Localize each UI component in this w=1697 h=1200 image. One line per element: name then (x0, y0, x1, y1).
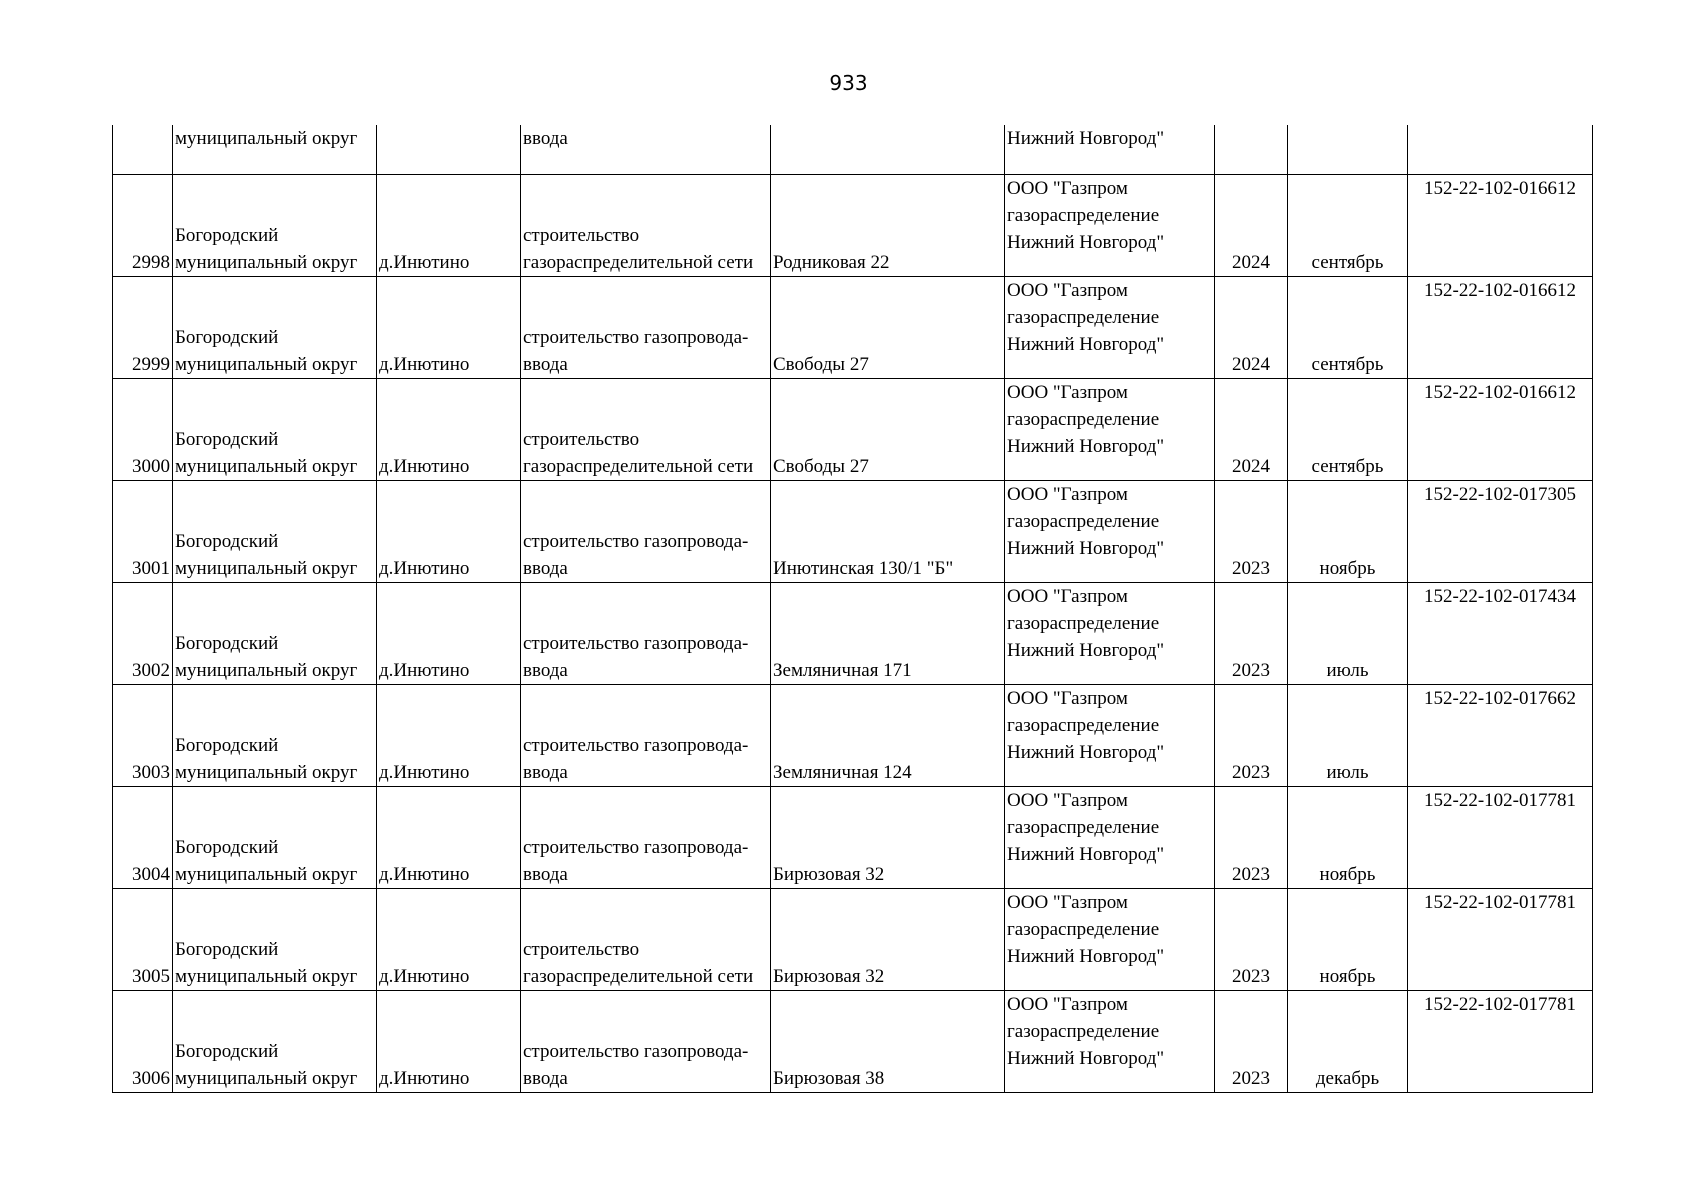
cell-address (771, 889, 1005, 991)
cell-number (113, 175, 173, 277)
cell-settlement (377, 277, 521, 379)
settlement-text: д.Инютино (379, 1068, 470, 1089)
cell-number (113, 787, 173, 889)
cell-organization (1005, 787, 1215, 889)
organization-line-3: Нижний Новгород" (1007, 946, 1165, 967)
table-row (113, 889, 1593, 991)
cell-organization (1005, 481, 1215, 583)
organization-line-2: газораспределение (1007, 511, 1160, 532)
address-text: Бирюзовая 38 (773, 1068, 885, 1089)
organization-line-3: Нижний Новгород" (1007, 640, 1165, 661)
table-row (113, 175, 1593, 277)
month-text: сентябрь (1311, 252, 1384, 273)
cell-code (1408, 481, 1593, 583)
code-text: 152-22-102-016612 (1424, 280, 1576, 301)
cell-year (1215, 889, 1288, 991)
month-text: ноябрь (1319, 966, 1376, 987)
district-line-1: Богородский (175, 939, 279, 960)
work-type-line-2: газораспределительной сети (523, 456, 754, 477)
table-row (113, 685, 1593, 787)
cell-settlement (377, 685, 521, 787)
cell-settlement (377, 583, 521, 685)
organization-line-1: ООО "Газпром (1007, 790, 1128, 811)
address-text: Свободы 27 (773, 456, 869, 477)
cell-month (1288, 889, 1408, 991)
cell-address (771, 125, 1005, 175)
table-row (113, 991, 1593, 1093)
cell-settlement (377, 991, 521, 1093)
cell-organization (1005, 991, 1215, 1093)
cell-year (1215, 277, 1288, 379)
cell-organization (1005, 583, 1215, 685)
row-number: 3004 (132, 864, 170, 885)
organization-line-1: ООО "Газпром (1007, 382, 1128, 403)
cell-code (1408, 379, 1593, 481)
address-text: Бирюзовая 32 (773, 966, 885, 987)
cell-month (1288, 685, 1408, 787)
district-line-1: Богородский (175, 225, 279, 246)
cell-district (173, 277, 377, 379)
row-number: 2999 (132, 354, 170, 375)
code-text: 152-22-102-016612 (1424, 178, 1576, 199)
cell-code (1408, 787, 1593, 889)
cell-year (1215, 787, 1288, 889)
year-text: 2023 (1232, 864, 1270, 885)
cell-address (771, 277, 1005, 379)
page-number: 933 (829, 71, 868, 95)
cell-organization (1005, 125, 1215, 175)
settlement-text: д.Инютино (379, 456, 470, 477)
district-line-2: муниципальный округ (175, 252, 358, 273)
cell-month (1288, 277, 1408, 379)
organization-line-2: газораспределение (1007, 715, 1160, 736)
table-row (113, 481, 1593, 583)
cell-month (1288, 991, 1408, 1093)
organization-line-2: газораспределение (1007, 205, 1160, 226)
work-type-line-1: строительство (523, 939, 640, 960)
cell-organization (1005, 685, 1215, 787)
district-line-1: Богородский (175, 429, 279, 450)
settlement-text: д.Инютино (379, 354, 470, 375)
cell-work-type (521, 991, 771, 1093)
cell-address (771, 991, 1005, 1093)
table-row (113, 277, 1593, 379)
organization-line-2: газораспределение (1007, 307, 1160, 328)
settlement-text: д.Инютино (379, 660, 470, 681)
cell-district (173, 787, 377, 889)
organization-line-2: газораспределение (1007, 1021, 1160, 1042)
cell-code (1408, 175, 1593, 277)
district-line-2: муниципальный округ (175, 762, 358, 783)
cell-organization (1005, 175, 1215, 277)
district-line-2: муниципальный округ (175, 354, 358, 375)
district-line-1: Богородский (175, 327, 279, 348)
cell-district (173, 889, 377, 991)
year-text: 2024 (1232, 354, 1270, 375)
year-text: 2023 (1232, 1068, 1270, 1089)
cell-number (113, 583, 173, 685)
organization-line-1: ООО "Газпром (1007, 994, 1128, 1015)
settlement-text: д.Инютино (379, 966, 470, 987)
organization-line-1: ООО "Газпром (1007, 280, 1128, 301)
district-line-2: муниципальный округ (175, 660, 358, 681)
work-type-line-2: ввода (523, 660, 568, 681)
cell-work-type (521, 481, 771, 583)
table-row (113, 583, 1593, 685)
month-text: декабрь (1315, 1068, 1380, 1089)
cell-work-type (521, 277, 771, 379)
cell-address (771, 481, 1005, 583)
address-text: Свободы 27 (773, 354, 869, 375)
cell-address (771, 685, 1005, 787)
organization-line-2: газораспределение (1007, 613, 1160, 634)
work-type-line-2: газораспределительной сети (523, 966, 754, 987)
cell-district (173, 481, 377, 583)
cell-district (173, 685, 377, 787)
code-text: 152-22-102-017434 (1424, 586, 1576, 607)
organization-line-3: Нижний Новгород" (1007, 436, 1165, 457)
cell-settlement (377, 175, 521, 277)
cell-settlement (377, 379, 521, 481)
month-text: ноябрь (1319, 864, 1376, 885)
cell-settlement (377, 125, 521, 175)
district-line-2: муниципальный округ (175, 1068, 358, 1089)
month-text: июль (1326, 660, 1369, 681)
cell-code (1408, 277, 1593, 379)
cell-organization (1005, 277, 1215, 379)
code-text: 152-22-102-016612 (1424, 382, 1576, 403)
work-type-line-1: строительство (523, 225, 640, 246)
work-type-line-2: газораспределительной сети (523, 252, 754, 273)
district-line-2: муниципальный округ (175, 864, 358, 885)
cell-year (1215, 991, 1288, 1093)
cell-organization (1005, 889, 1215, 991)
cell-code (1408, 889, 1593, 991)
work-type-line-1: строительство (523, 429, 640, 450)
cell-month (1288, 125, 1408, 175)
address-text: Земляничная 171 (773, 660, 912, 681)
cell-number (113, 277, 173, 379)
organization-line-3: Нижний Новгород" (1007, 334, 1165, 355)
cell-number (113, 991, 173, 1093)
district-line-2: муниципальный округ (175, 966, 358, 987)
table-row (113, 379, 1593, 481)
month-text: июль (1326, 762, 1369, 783)
table-body (113, 125, 1593, 1093)
month-text: сентябрь (1311, 354, 1384, 375)
code-text: 152-22-102-017781 (1424, 892, 1576, 913)
work-type-line-2: ввода (523, 354, 568, 375)
cell-work-type (521, 889, 771, 991)
address-text: Бирюзовая 32 (773, 864, 885, 885)
cell-year (1215, 125, 1288, 175)
cell-year (1215, 379, 1288, 481)
work-type-line-2: ввода (523, 558, 568, 579)
gasification-table (112, 125, 1593, 1093)
district-line-1: Богородский (175, 837, 279, 858)
organization-line-3: Нижний Новгород" (1007, 844, 1165, 865)
row-number: 3005 (132, 966, 170, 987)
organization-text: Нижний Новгород" (1007, 128, 1165, 149)
cell-district (173, 125, 377, 175)
settlement-text: д.Инютино (379, 762, 470, 783)
cell-address (771, 583, 1005, 685)
year-text: 2023 (1232, 966, 1270, 987)
cell-address (771, 175, 1005, 277)
organization-line-1: ООО "Газпром (1007, 892, 1128, 913)
cell-code (1408, 991, 1593, 1093)
work-type-line-1: строительство газопровода- (523, 1041, 749, 1062)
continuation-row (113, 125, 1593, 175)
cell-number (113, 125, 173, 175)
year-text: 2023 (1232, 762, 1270, 783)
cell-work-type (521, 175, 771, 277)
organization-line-3: Нижний Новгород" (1007, 538, 1165, 559)
year-text: 2023 (1232, 558, 1270, 579)
organization-line-2: газораспределение (1007, 817, 1160, 838)
district-line-2: муниципальный округ (175, 456, 358, 477)
cell-code (1408, 583, 1593, 685)
organization-line-3: Нижний Новгород" (1007, 1048, 1165, 1069)
cell-district (173, 379, 377, 481)
cell-number (113, 685, 173, 787)
row-number: 3000 (132, 456, 170, 477)
cell-month (1288, 481, 1408, 583)
cell-district (173, 583, 377, 685)
year-text: 2024 (1232, 252, 1270, 273)
address-text: Родниковая 22 (773, 252, 890, 273)
address-text: Инютинская 130/1 "Б" (773, 558, 954, 579)
work-type-line-2: ввода (523, 762, 568, 783)
work-type-text: ввода (523, 128, 568, 149)
cell-number (113, 481, 173, 583)
work-type-line-1: строительство газопровода- (523, 531, 749, 552)
code-text: 152-22-102-017781 (1424, 790, 1576, 811)
cell-address (771, 379, 1005, 481)
organization-line-2: газораспределение (1007, 409, 1160, 430)
cell-year (1215, 175, 1288, 277)
district-line-1: Богородский (175, 633, 279, 654)
row-number: 2998 (132, 252, 170, 273)
work-type-line-1: строительство газопровода- (523, 327, 749, 348)
district-line-1: Богородский (175, 735, 279, 756)
cell-month (1288, 583, 1408, 685)
organization-line-1: ООО "Газпром (1007, 178, 1128, 199)
work-type-line-1: строительство газопровода- (523, 735, 749, 756)
cell-work-type (521, 583, 771, 685)
settlement-text: д.Инютино (379, 864, 470, 885)
organization-line-2: газораспределение (1007, 919, 1160, 940)
cell-year (1215, 481, 1288, 583)
code-text: 152-22-102-017662 (1424, 688, 1576, 709)
row-number: 3002 (132, 660, 170, 681)
cell-work-type (521, 685, 771, 787)
cell-settlement (377, 889, 521, 991)
cell-address (771, 787, 1005, 889)
month-text: ноябрь (1319, 558, 1376, 579)
row-number: 3006 (132, 1068, 170, 1089)
year-text: 2024 (1232, 456, 1270, 477)
cell-work-type (521, 787, 771, 889)
cell-month (1288, 379, 1408, 481)
organization-line-1: ООО "Газпром (1007, 688, 1128, 709)
work-type-line-1: строительство газопровода- (523, 837, 749, 858)
row-number: 3001 (132, 558, 170, 579)
cell-settlement (377, 787, 521, 889)
cell-year (1215, 685, 1288, 787)
cell-district (173, 175, 377, 277)
cell-settlement (377, 481, 521, 583)
month-text: сентябрь (1311, 456, 1384, 477)
cell-work-type (521, 379, 771, 481)
organization-line-3: Нижний Новгород" (1007, 742, 1165, 763)
settlement-text: д.Инютино (379, 252, 470, 273)
cell-organization (1005, 379, 1215, 481)
organization-line-1: ООО "Газпром (1007, 586, 1128, 607)
cell-year (1215, 583, 1288, 685)
code-text: 152-22-102-017781 (1424, 994, 1576, 1015)
table-row (113, 787, 1593, 889)
district-line-1: Богородский (175, 1041, 279, 1062)
district-line-1: Богородский (175, 531, 279, 552)
cell-number (113, 379, 173, 481)
cell-code (1408, 125, 1593, 175)
work-type-line-2: ввода (523, 864, 568, 885)
cell-month (1288, 787, 1408, 889)
organization-line-1: ООО "Газпром (1007, 484, 1128, 505)
work-type-line-2: ввода (523, 1068, 568, 1089)
code-text: 152-22-102-017305 (1424, 484, 1576, 505)
settlement-text: д.Инютино (379, 558, 470, 579)
organization-line-3: Нижний Новгород" (1007, 232, 1165, 253)
work-type-line-1: строительство газопровода- (523, 633, 749, 654)
cell-district (173, 991, 377, 1093)
address-text: Земляничная 124 (773, 762, 912, 783)
cell-month (1288, 175, 1408, 277)
cell-code (1408, 685, 1593, 787)
row-number: 3003 (132, 762, 170, 783)
cell-work-type (521, 125, 771, 175)
district-text: муниципальный округ (175, 128, 358, 149)
cell-number (113, 889, 173, 991)
district-line-2: муниципальный округ (175, 558, 358, 579)
year-text: 2023 (1232, 660, 1270, 681)
